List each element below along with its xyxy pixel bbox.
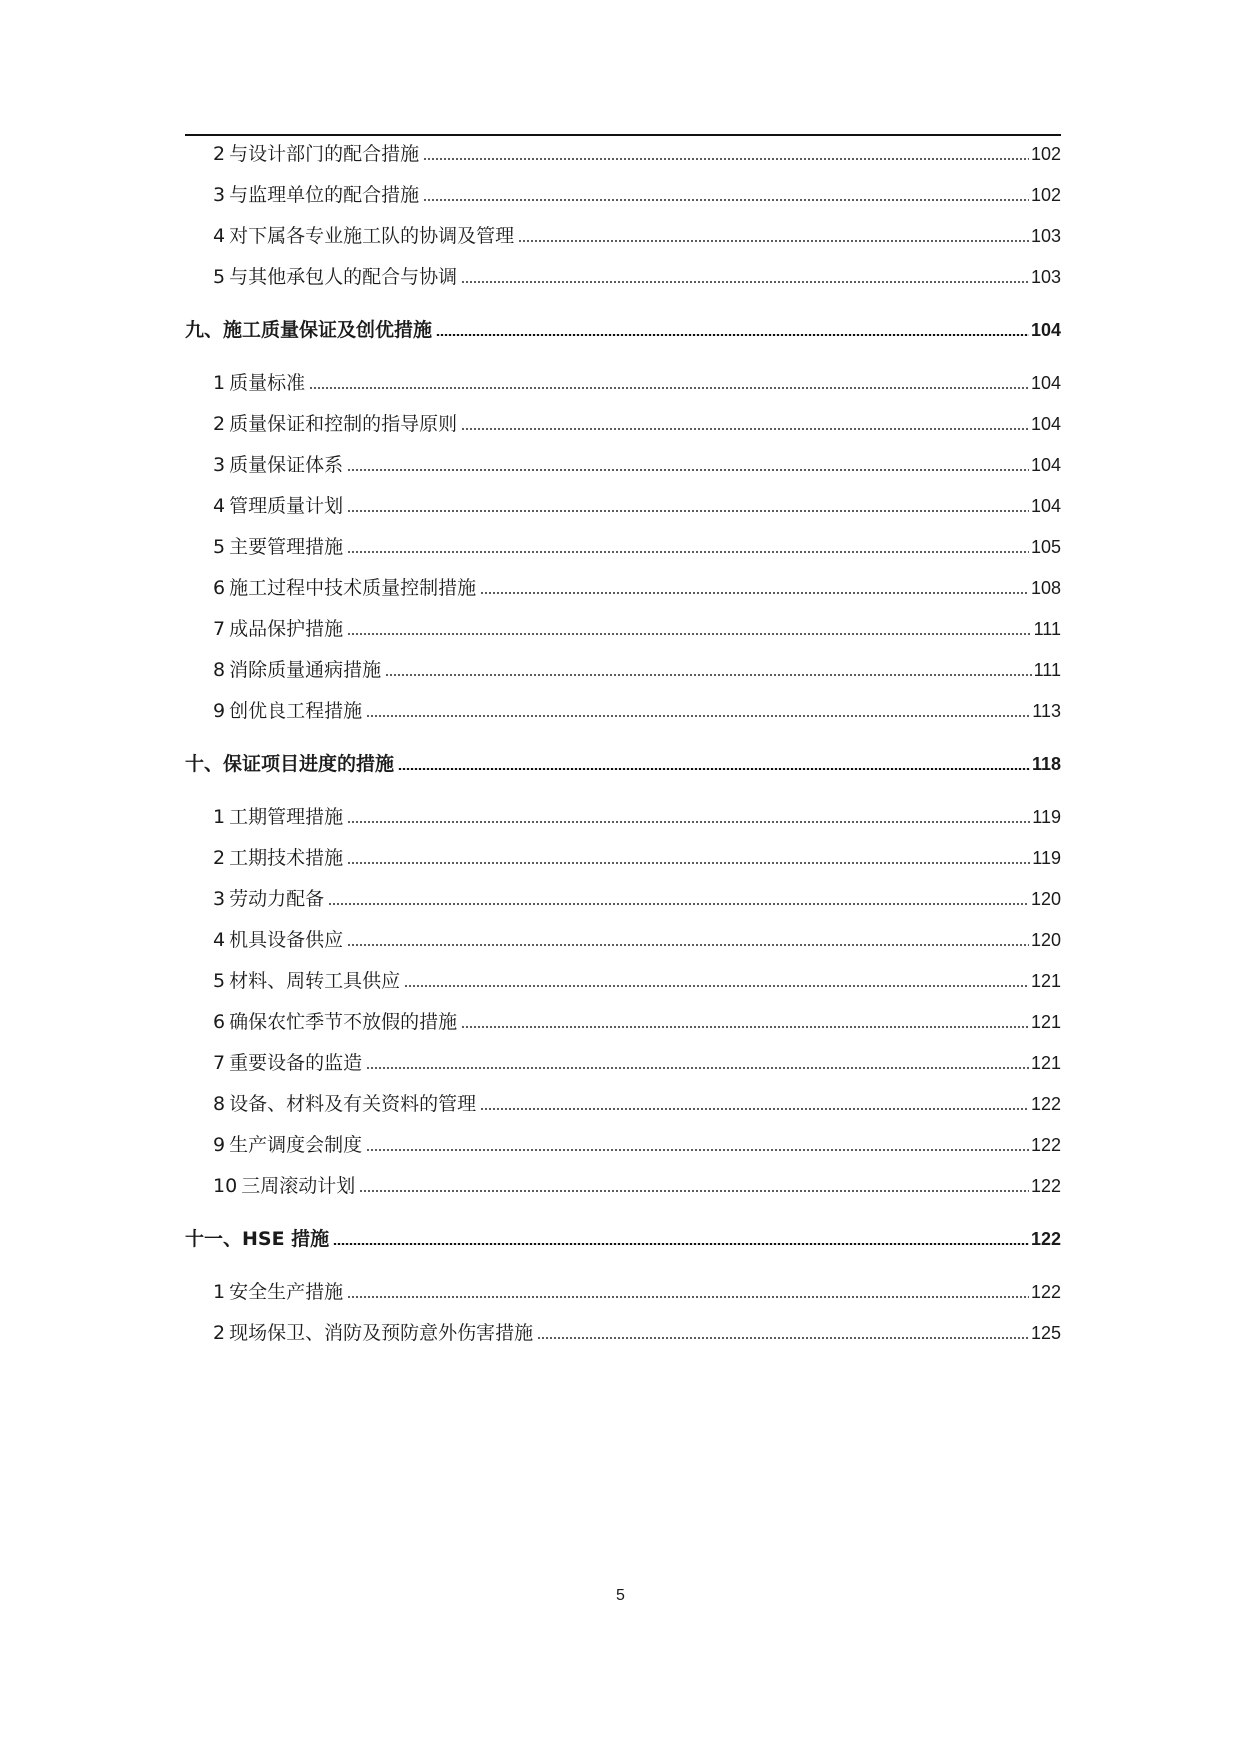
toc-entry-title: 重要设备的监造 [229, 1052, 363, 1074]
toc-entry-page: 111 [1033, 619, 1061, 639]
toc-entry-number: 7 [213, 1052, 226, 1074]
toc-section-entry[interactable] [185, 1224, 1061, 1250]
toc-entry-title: 确保农忙季节不放假的措施 [229, 1011, 458, 1033]
toc-entry-title: 管理质量计划 [229, 495, 344, 517]
toc-entry-title: 九、施工质量保证及创优措施 [185, 319, 433, 341]
toc-entry[interactable] [185, 802, 1061, 828]
toc-entry-page: 122 [1030, 1229, 1061, 1249]
toc-entry-number: 1 [213, 372, 226, 394]
toc-entry-page: 121 [1030, 971, 1061, 991]
toc-entry-number: 10 [213, 1175, 238, 1197]
toc-entry-number: 2 [213, 847, 226, 869]
toc-section-entry[interactable] [185, 749, 1061, 775]
toc-entry[interactable] [185, 1130, 1061, 1156]
toc-entry[interactable] [185, 1171, 1061, 1197]
toc-entry-title: 质量保证和控制的指导原则 [229, 413, 458, 435]
header-rule [185, 134, 1061, 136]
toc-entry[interactable] [185, 450, 1061, 476]
toc-entry-title: 对下属各专业施工队的协调及管理 [229, 225, 515, 247]
toc-entry-title: 消除质量通病措施 [229, 659, 382, 681]
dot-leader [347, 633, 1032, 635]
toc-entry[interactable] [185, 925, 1061, 951]
toc-entry-number: 6 [213, 577, 226, 599]
toc-entry-number: 9 [213, 700, 226, 722]
dot-leader [347, 469, 1029, 471]
toc-entry-number: 5 [213, 266, 226, 288]
dot-leader [518, 240, 1029, 242]
toc-entry-page: 104 [1030, 373, 1061, 393]
toc-entry-page: 104 [1030, 496, 1061, 516]
toc-entry-page: 102 [1030, 185, 1061, 205]
dot-leader [366, 715, 1030, 717]
dot-leader [436, 334, 1029, 336]
toc-entry-title: 十、保证项目进度的措施 [185, 753, 395, 775]
toc-entry-number: 3 [213, 888, 226, 910]
dot-leader [423, 158, 1029, 160]
toc-entry[interactable] [185, 1277, 1061, 1303]
dot-leader [328, 903, 1029, 905]
toc-entry-number: 3 [213, 184, 226, 206]
toc-entry-title: 与设计部门的配合措施 [229, 143, 420, 165]
dot-leader [359, 1190, 1029, 1192]
toc-entry-title: 与监理单位的配合措施 [229, 184, 420, 206]
toc-entry-number: 5 [213, 970, 226, 992]
toc-entry-number: 7 [213, 618, 226, 640]
toc-section-entry[interactable] [185, 315, 1061, 341]
toc-entry[interactable] [185, 884, 1061, 910]
toc-entry-number: 2 [213, 143, 226, 165]
toc-entry-title: 施工过程中技术质量控制措施 [229, 577, 477, 599]
toc-entry[interactable] [185, 368, 1061, 394]
toc-entry[interactable] [185, 532, 1061, 558]
toc-entry-number: 2 [213, 1322, 226, 1344]
toc-entry-page: 102 [1030, 144, 1061, 164]
toc-entry-number: 4 [213, 225, 226, 247]
toc-entry[interactable] [185, 409, 1061, 435]
toc-entry-title: 主要管理措施 [229, 536, 344, 558]
toc-entry-page: 104 [1030, 455, 1061, 475]
toc-entry[interactable] [185, 1048, 1061, 1074]
toc-entry-title: 现场保卫、消防及预防意外伤害措施 [229, 1322, 534, 1344]
toc-entry-page: 121 [1030, 1012, 1061, 1032]
toc-entry-page: 103 [1030, 226, 1061, 246]
toc-entry-title: 成品保护措施 [229, 618, 344, 640]
toc-entry-title: 劳动力配备 [229, 888, 325, 910]
toc-entry-title: 创优良工程措施 [229, 700, 363, 722]
toc-entry-page: 104 [1030, 414, 1061, 434]
toc-entry-number: 4 [213, 495, 226, 517]
toc-entry-page: 125 [1030, 1323, 1061, 1343]
dot-leader [347, 944, 1029, 946]
toc-entry-page: 121 [1030, 1053, 1061, 1073]
dot-leader [423, 199, 1029, 201]
toc-entry-page: 122 [1030, 1094, 1061, 1114]
dot-leader [480, 1108, 1029, 1110]
toc-entry-title: 三周滚动计划 [241, 1175, 356, 1197]
dot-leader [366, 1149, 1029, 1151]
toc-entry-page: 120 [1030, 930, 1061, 950]
dot-leader [309, 387, 1029, 389]
toc-entry-title: 材料、周转工具供应 [229, 970, 401, 992]
toc-entry-page: 120 [1030, 889, 1061, 909]
toc-entry-number: 3 [213, 454, 226, 476]
toc-entry-title: 工期技术措施 [229, 847, 344, 869]
dot-leader [537, 1337, 1029, 1339]
dot-leader [404, 985, 1029, 987]
toc-entry-page: 122 [1030, 1282, 1061, 1302]
toc-entry-number: 9 [213, 1134, 226, 1156]
toc-entry-page: 122 [1030, 1135, 1061, 1155]
dot-leader [461, 281, 1029, 283]
toc-entry-title: 工期管理措施 [229, 806, 344, 828]
dot-leader [461, 428, 1029, 430]
toc-entry[interactable] [185, 573, 1061, 599]
toc-entry-title: 设备、材料及有关资料的管理 [229, 1093, 477, 1115]
toc-entry-page: 103 [1030, 267, 1061, 287]
toc-entry-page: 108 [1030, 578, 1061, 598]
toc-entry[interactable] [185, 221, 1061, 247]
toc-entry-title: 安全生产措施 [229, 1281, 344, 1303]
toc-entry-page: 119 [1032, 848, 1061, 868]
toc-entry-number: 8 [213, 659, 226, 681]
toc-entry-number: 2 [213, 413, 226, 435]
toc-entry-number: 1 [213, 1281, 226, 1303]
toc-entry-number: 4 [213, 929, 226, 951]
toc-entry[interactable] [185, 966, 1061, 992]
toc-entry-page: 105 [1030, 537, 1061, 557]
toc-entry-title: 机具设备供应 [229, 929, 344, 951]
toc-entry-page: 122 [1030, 1176, 1061, 1196]
toc-entry[interactable] [185, 1007, 1061, 1033]
dot-leader [366, 1067, 1029, 1069]
toc-entry[interactable] [185, 696, 1061, 722]
toc-entry[interactable] [185, 614, 1061, 640]
toc-entry[interactable] [185, 1318, 1061, 1344]
dot-leader [461, 1026, 1029, 1028]
page-number: 5 [616, 1587, 625, 1604]
toc-entry[interactable] [185, 491, 1061, 517]
toc-entry-number: 8 [213, 1093, 226, 1115]
toc-entry[interactable] [185, 655, 1061, 681]
toc-entry[interactable] [185, 139, 1061, 165]
dot-leader [347, 551, 1029, 553]
toc-entry-number: 6 [213, 1011, 226, 1033]
toc-entry-page: 118 [1031, 754, 1061, 774]
dot-leader [398, 768, 1030, 770]
dot-leader [347, 821, 1030, 823]
toc-entry[interactable] [185, 262, 1061, 288]
dot-leader [347, 862, 1030, 864]
dot-leader [480, 592, 1029, 594]
toc-entry-page: 111 [1033, 660, 1061, 680]
toc-entry[interactable] [185, 1089, 1061, 1115]
toc-entry[interactable] [185, 180, 1061, 206]
dot-leader [385, 674, 1032, 676]
toc-entry-number: 5 [213, 536, 226, 558]
dot-leader [347, 510, 1029, 512]
dot-leader [347, 1296, 1029, 1298]
dot-leader [333, 1243, 1029, 1245]
toc-entry-title: 质量标准 [229, 372, 306, 394]
toc-entry-title: 生产调度会制度 [229, 1134, 363, 1156]
toc-entry-page: 113 [1032, 701, 1061, 721]
toc-entry[interactable] [185, 843, 1061, 869]
toc-entry-title: 十一、HSE 措施 [185, 1228, 330, 1250]
toc-entry-title: 与其他承包人的配合与协调 [229, 266, 458, 288]
toc-entry-number: 1 [213, 806, 226, 828]
toc-entry-page: 104 [1030, 320, 1061, 340]
toc-entry-page: 119 [1032, 807, 1061, 827]
toc-entry-title: 质量保证体系 [229, 454, 344, 476]
